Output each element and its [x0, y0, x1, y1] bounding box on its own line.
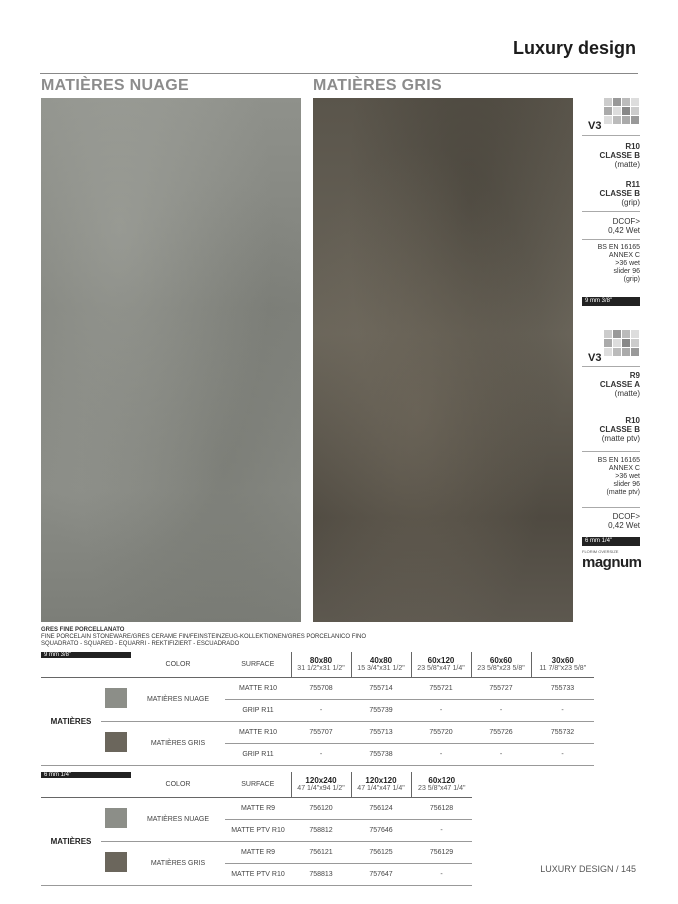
section-title-nuage: MATIÈRES NUAGE: [41, 77, 189, 94]
bs-slider: slider 96: [613, 481, 640, 488]
v3-rating-top: [582, 98, 640, 134]
bs-annex: ANNEX C: [608, 252, 640, 259]
thickness-badge-6mm: 6 mm 1/4": [582, 537, 640, 546]
slip-class: CLASSE A: [599, 380, 640, 389]
bs-standard: BS EN 16165: [597, 244, 640, 251]
page-footer: LUXURY DESIGN / 145: [540, 864, 636, 874]
product-info: GRES FINE PORCELLANATO FINE PORCELAIN STONEWARE/GRES CERAME FIN/FEINSTEINZEUG-KOLLEKTIONEN/GRES PORCELANICO FINO SQUADRATO - SQUARED - EQUARRI - REKTIFIZIERT - ESCUADRADO: [41, 627, 367, 647]
v3-rating-bottom: [582, 330, 640, 366]
thickness-badge: 6 mm 1/4": [41, 772, 131, 778]
tile-image-gris: [313, 98, 573, 622]
thickness-badge: 9 mm 3/8": [41, 652, 131, 658]
slip-class: CLASSE B: [599, 425, 640, 434]
color-header: COLOR: [131, 772, 225, 797]
slip-rating: R10: [625, 142, 640, 151]
slip-rating: R10: [625, 416, 640, 425]
header-divider: [40, 73, 638, 74]
tile-image-nuage: [41, 98, 301, 622]
surface-header: SURFACE: [225, 772, 291, 797]
magnum-logo: FLORIM OVERSIZE magnum: [582, 549, 642, 571]
product-table-6mm: 6 mm 1/4" COLOR SURFACE 120x240 47 1/4"x94 1/2" 120x120 47 1/4"x47 1/4" 60x120 23 5/8"x47 1/4" MATIÈRES MATIÈRES NUAGE MATTE R9 756120 756124 756128 MATTE PTV R10 758812 757646 - MATIÈRES GRIS MATTE R9 756121 756125 756129 MATTE PTV R10 758813 757647 -: [41, 772, 472, 886]
dcof-value: 0,42 Wet: [608, 521, 640, 530]
color-header: COLOR: [131, 652, 225, 677]
slip-class: CLASSE B: [599, 151, 640, 160]
color-swatch-gris: [105, 852, 127, 872]
color-swatch-gris: [105, 732, 127, 752]
dcof-value: 0,42 Wet: [608, 226, 640, 235]
slip-rating: R9: [629, 371, 640, 380]
product-table-9mm: 9 mm 3/8" COLOR SURFACE 80x80 31 1/2"x31 1/2" 40x80 15 3/4"x31 1/2" 60x120 23 5/8"x47 1/4" 60x60 23 5/8"x23 5/8" 30x60 11 7/8"x23 5/8" MATIÈRES MATIÈRES NUAGE MATTE R10 755708 755714 755721 755727 755733 GRIP R11 - 755739 - - - MATIÈRES GRIS MATTE R10 755707 755713 755720 755726 755732 GRIP R11 - 755738 - - -: [41, 652, 594, 766]
slip-surface: (matte ptv): [601, 434, 640, 443]
bs-surface: (matte ptv): [606, 489, 640, 496]
color-swatch-nuage: [105, 808, 127, 828]
v3-label: V3: [588, 352, 602, 364]
bs-slider: slider 96: [613, 268, 640, 275]
slip-surface: (matte): [614, 389, 640, 398]
slip-rating: R11: [625, 180, 640, 189]
thickness-badge-9mm: 9 mm 3/8": [582, 297, 640, 306]
dcof-label: DCOF>: [612, 512, 640, 521]
slip-surface: (grip): [621, 198, 640, 207]
v3-label: V3: [588, 120, 602, 132]
slip-surface: (matte): [614, 160, 640, 169]
bs-standard: BS EN 16165: [597, 457, 640, 464]
surface-header: SURFACE: [225, 652, 291, 677]
group-label: MATIÈRES: [41, 797, 101, 885]
color-swatch-nuage: [105, 688, 127, 708]
slip-class: CLASSE B: [599, 189, 640, 198]
bs-wet: >36 wet: [615, 260, 640, 267]
group-label: MATIÈRES: [41, 677, 101, 765]
bs-annex: ANNEX C: [608, 465, 640, 472]
bs-wet: >36 wet: [615, 473, 640, 480]
bs-surface: (grip): [623, 276, 640, 283]
page-title: Luxury design: [512, 38, 636, 58]
dcof-label: DCOF>: [612, 217, 640, 226]
section-title-gris: MATIÈRES GRIS: [313, 77, 442, 94]
